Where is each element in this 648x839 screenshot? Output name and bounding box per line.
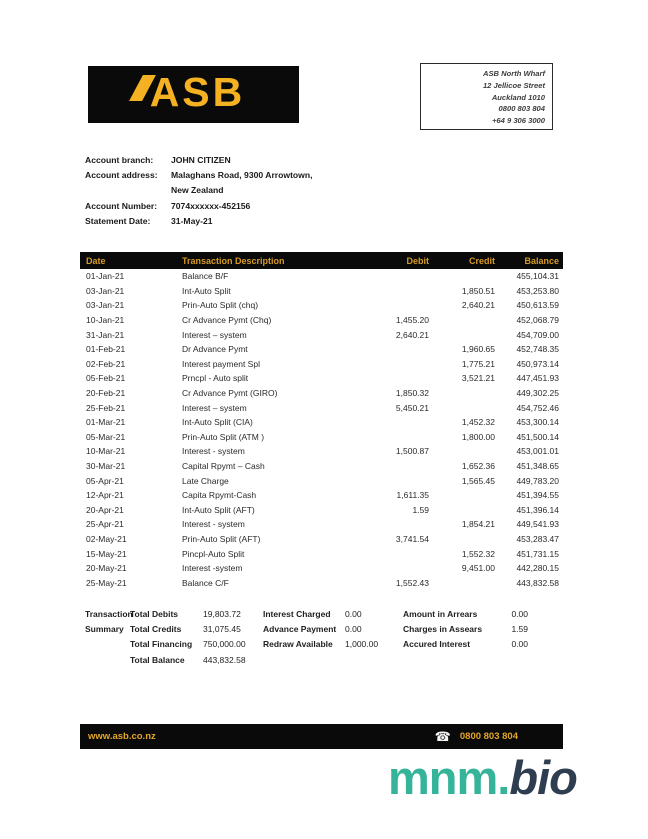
- transaction-row: [80, 503, 563, 518]
- summary-label-3: Charges in Assears: [403, 624, 483, 635]
- cell-credit: 1,960.65: [461, 344, 495, 355]
- cell-credit: [433, 532, 499, 547]
- summary-label-3: Amount in Arrears: [403, 609, 478, 619]
- contact-line: +64 9 306 3000: [492, 116, 545, 126]
- cell-credit: [433, 400, 499, 415]
- cell-date: 02-Feb-21: [86, 358, 126, 369]
- cell-description: Balance C/F: [182, 577, 229, 588]
- cell-date: 20-Apr-21: [86, 504, 124, 515]
- transaction-row: [80, 430, 563, 445]
- cell-description: Capital Rpymt – Cash: [182, 461, 265, 472]
- header-description: Transaction Description: [182, 252, 367, 269]
- cell-balance: 453,001.01: [516, 446, 559, 457]
- cell-description: Int-Auto Split (AFT): [182, 504, 255, 515]
- cell-debit: [367, 284, 433, 299]
- cell-date: 20-Feb-21: [86, 388, 126, 399]
- cell-description: Capita Rpymt-Cash: [182, 490, 257, 501]
- summary-value-2: 1,000.00: [345, 639, 379, 650]
- cell-balance: 453,300.14: [516, 417, 559, 428]
- cell-date: 01-Jan-21: [86, 271, 125, 282]
- transaction-row: [80, 473, 563, 488]
- transaction-row: [80, 561, 563, 576]
- summary-row: [85, 609, 535, 624]
- cell-date: 30-Mar-21: [86, 461, 126, 472]
- summary-value-3: 0.00: [511, 609, 528, 619]
- cell-balance: 443,832.58: [516, 577, 559, 588]
- cell-date: 05-Apr-21: [86, 475, 124, 486]
- cell-balance: 451,396.14: [516, 504, 559, 515]
- transaction-row: [80, 444, 563, 459]
- transaction-row: [80, 298, 563, 313]
- account-field-row: [85, 214, 313, 229]
- cell-debit: [367, 342, 433, 357]
- cell-description: Interest - system: [182, 446, 245, 457]
- cell-date: 10-Jan-21: [86, 315, 125, 326]
- cell-balance: 451,731.15: [516, 548, 559, 559]
- cell-debit: [367, 473, 433, 488]
- asb-logo: [88, 66, 299, 123]
- transaction-row: [80, 269, 563, 284]
- cell-credit: [433, 327, 499, 342]
- cell-credit: [433, 386, 499, 401]
- cell-description: Interest - system: [182, 519, 245, 530]
- cell-description: Interest payment Spl: [182, 358, 260, 369]
- cell-balance: 449,541.93: [516, 519, 559, 530]
- cell-credit: [433, 313, 499, 328]
- summary-label-1: Total Balance: [130, 654, 185, 665]
- bank-contact-box: [420, 63, 553, 130]
- cell-credit: 9,451.00: [461, 563, 495, 574]
- cell-debit: [367, 546, 433, 561]
- summary-label-2: Redraw Available: [263, 639, 333, 650]
- account-field-value: Malaghans Road, 9300 Arrowtown,: [171, 170, 313, 181]
- cell-credit: 1,775.21: [461, 358, 495, 369]
- account-field-row: [85, 167, 313, 182]
- footer-bar: [80, 724, 563, 749]
- cell-description: Dr Advance Pymt: [182, 344, 248, 355]
- cell-credit: 3,521.21: [461, 373, 495, 384]
- cell-debit: [367, 298, 433, 313]
- cell-description: Balance B/F: [182, 271, 229, 282]
- summary-label-2: Advance Payment: [263, 624, 337, 635]
- watermark-part2: bio: [509, 751, 577, 804]
- cell-balance: 455,104.31: [516, 271, 559, 282]
- account-field-value: 7074xxxxxx-452156: [171, 200, 251, 211]
- cell-credit: 1,800.00: [461, 431, 495, 442]
- website-link: www.asb.co.nz: [88, 731, 156, 742]
- cell-date: 03-Jan-21: [86, 285, 125, 296]
- summary-row: [85, 655, 535, 670]
- header-balance: Balance: [499, 252, 563, 269]
- account-field-row: [85, 183, 313, 198]
- cell-debit: [367, 459, 433, 474]
- summary-row: [85, 639, 535, 654]
- cell-date: 10-Mar-21: [86, 446, 126, 457]
- account-field-value: 31-May-21: [171, 216, 213, 227]
- transaction-row: [80, 313, 563, 328]
- transaction-row: [80, 459, 563, 474]
- transaction-row: [80, 327, 563, 342]
- cell-description: Interest – system: [182, 402, 247, 413]
- summary-value-2: 0.00: [345, 609, 362, 619]
- account-field-label: Account Number:: [85, 200, 158, 211]
- cell-debit: [367, 371, 433, 386]
- cell-credit: [433, 488, 499, 503]
- cell-date: 02-May-21: [86, 533, 127, 544]
- cell-credit: [433, 575, 499, 590]
- account-field-label: Account address:: [85, 170, 158, 181]
- summary-label-2: Interest Charged: [263, 609, 331, 619]
- cell-balance: 449,783.20: [516, 475, 559, 486]
- cell-balance: 453,253.80: [516, 285, 559, 296]
- account-field-value: New Zealand: [171, 185, 224, 196]
- transaction-row: [80, 400, 563, 415]
- summary-value-3: 1.59: [511, 624, 528, 635]
- cell-date: 12-Apr-21: [86, 490, 124, 501]
- contact-line: Auckland 1010: [491, 92, 545, 102]
- header-date: Date: [80, 252, 182, 269]
- summary-value-1: 443,832.58: [203, 654, 246, 665]
- cell-credit: 1,552.32: [461, 548, 495, 559]
- cell-debit: [367, 430, 433, 445]
- contact-line: 0800 803 804: [498, 104, 545, 114]
- cell-description: Cr Advance Pymt (GIRO): [182, 388, 278, 399]
- mnm-bio-watermark: [388, 752, 577, 804]
- cell-balance: 451,500.14: [516, 431, 559, 442]
- summary-label-1: Total Financing: [130, 639, 193, 650]
- cell-date: 20-May-21: [86, 563, 127, 574]
- cell-debit: 1,850.32: [395, 388, 429, 399]
- cell-balance: 452,068.79: [516, 315, 559, 326]
- cell-description: Prin-Auto Split (ATM ): [182, 431, 265, 442]
- transaction-row: [80, 575, 563, 590]
- cell-description: Interest – system: [182, 329, 247, 340]
- cell-debit: [367, 517, 433, 532]
- cell-date: 01-Feb-21: [86, 344, 126, 355]
- cell-date: 01-Mar-21: [86, 417, 126, 428]
- cell-balance: 454,709.00: [516, 329, 559, 340]
- transaction-row: [80, 357, 563, 372]
- transaction-row: [80, 517, 563, 532]
- cell-date: 25-Feb-21: [86, 402, 126, 413]
- transaction-row: [80, 342, 563, 357]
- header-debit: Debit: [367, 252, 433, 269]
- summary-section-label: Summary: [85, 624, 124, 635]
- transaction-row: [80, 488, 563, 503]
- cell-balance: 454,752.46: [516, 402, 559, 413]
- transaction-row: [80, 532, 563, 547]
- cell-credit: 1,854.21: [461, 519, 495, 530]
- cell-balance: 451,348.65: [516, 461, 559, 472]
- cell-credit: [433, 269, 499, 284]
- cell-debit: 1,500.87: [395, 446, 429, 457]
- cell-balance: 450,973.14: [516, 358, 559, 369]
- cell-balance: 450,613.59: [516, 300, 559, 311]
- cell-credit: 1,652.36: [461, 461, 495, 472]
- logo-text: ASB: [149, 69, 246, 115]
- transaction-row: [80, 371, 563, 386]
- cell-credit: 2,640.21: [461, 300, 495, 311]
- cell-balance: 452,748.35: [516, 344, 559, 355]
- summary-value-1: 19,803.72: [203, 609, 241, 619]
- cell-balance: 447,451.93: [516, 373, 559, 384]
- cell-balance: 451,394.55: [516, 490, 559, 501]
- summary-value-2: 0.00: [345, 624, 362, 635]
- summary-label-1: Total Debits: [130, 609, 179, 619]
- summary-label-1: Total Credits: [130, 624, 182, 635]
- cell-description: Int-Auto Split (CIA): [182, 417, 253, 428]
- cell-date: 25-Apr-21: [86, 519, 124, 530]
- account-field-value: JOHN CITIZEN: [171, 154, 231, 165]
- summary-label-3: Accured Interest: [403, 639, 471, 650]
- cell-balance: 442,280.15: [516, 563, 559, 574]
- cell-date: 05-Feb-21: [86, 373, 126, 384]
- summary-row: [85, 624, 535, 639]
- transaction-row: [80, 386, 563, 401]
- phone-group: [435, 730, 518, 743]
- contact-line: 12 Jellicoe Street: [482, 80, 545, 90]
- cell-debit: [367, 269, 433, 284]
- contact-line: ASB North Wharf: [482, 69, 545, 78]
- summary-value-3: 0.00: [511, 639, 528, 650]
- summary-value-1: 750,000.00: [203, 639, 246, 650]
- cell-debit: 1,611.35: [396, 490, 429, 501]
- cell-debit: 1,552.43: [395, 577, 429, 588]
- cell-debit: [367, 415, 433, 430]
- table-header: [80, 252, 563, 269]
- cell-date: 15-May-21: [86, 548, 127, 559]
- transaction-summary: [85, 609, 535, 670]
- transaction-row: [80, 415, 563, 430]
- cell-debit: 3,741.54: [395, 533, 429, 544]
- transaction-row: [80, 284, 563, 299]
- transaction-row: [80, 546, 563, 561]
- summary-value-1: 31,075.45: [203, 624, 241, 635]
- cell-debit: 1,455.20: [395, 315, 429, 326]
- cell-balance: 449,302.25: [516, 388, 559, 399]
- account-field-label: Account branch:: [85, 154, 154, 165]
- account-field-row: [85, 198, 313, 213]
- cell-debit: 1.59: [412, 504, 429, 515]
- cell-debit: [367, 357, 433, 372]
- header-credit: Credit: [433, 252, 499, 269]
- cell-date: 05-Mar-21: [86, 431, 126, 442]
- cell-description: Prin-Auto Split (AFT): [182, 533, 261, 544]
- watermark-part1: mnm.: [388, 751, 510, 804]
- cell-description: Int-Auto Split: [182, 285, 231, 296]
- cell-date: 03-Jan-21: [86, 300, 125, 311]
- cell-description: Prin-Auto Split (chq): [182, 300, 259, 311]
- phone-number: 0800 803 804: [459, 731, 518, 742]
- cell-description: Cr Advance Pymt (Chq): [182, 315, 272, 326]
- transactions-table: [80, 252, 563, 590]
- cell-credit: [433, 503, 499, 518]
- cell-description: Prncpl - Auto split: [182, 373, 249, 384]
- cell-date: 31-Jan-21: [86, 329, 125, 340]
- account-field-row: [85, 152, 313, 167]
- cell-debit: [367, 561, 433, 576]
- cell-description: Late Charge: [182, 475, 229, 486]
- account-field-label: Statement Date:: [85, 216, 151, 227]
- phone-icon: ☎: [434, 729, 451, 744]
- cell-date: 25-May-21: [86, 577, 127, 588]
- cell-credit: 1,452.32: [461, 417, 495, 428]
- account-info: [85, 152, 313, 229]
- summary-section-label: Transaction: [85, 609, 133, 619]
- cell-description: Pincpl-Auto Split: [182, 548, 245, 559]
- cell-balance: 453,283.47: [516, 533, 559, 544]
- cell-credit: 1,850.51: [461, 285, 495, 296]
- cell-description: Interest -system: [182, 563, 243, 574]
- cell-debit: 5,450.21: [395, 402, 429, 413]
- cell-credit: [433, 444, 499, 459]
- cell-credit: 1,565.45: [461, 475, 495, 486]
- cell-debit: 2,640.21: [395, 329, 429, 340]
